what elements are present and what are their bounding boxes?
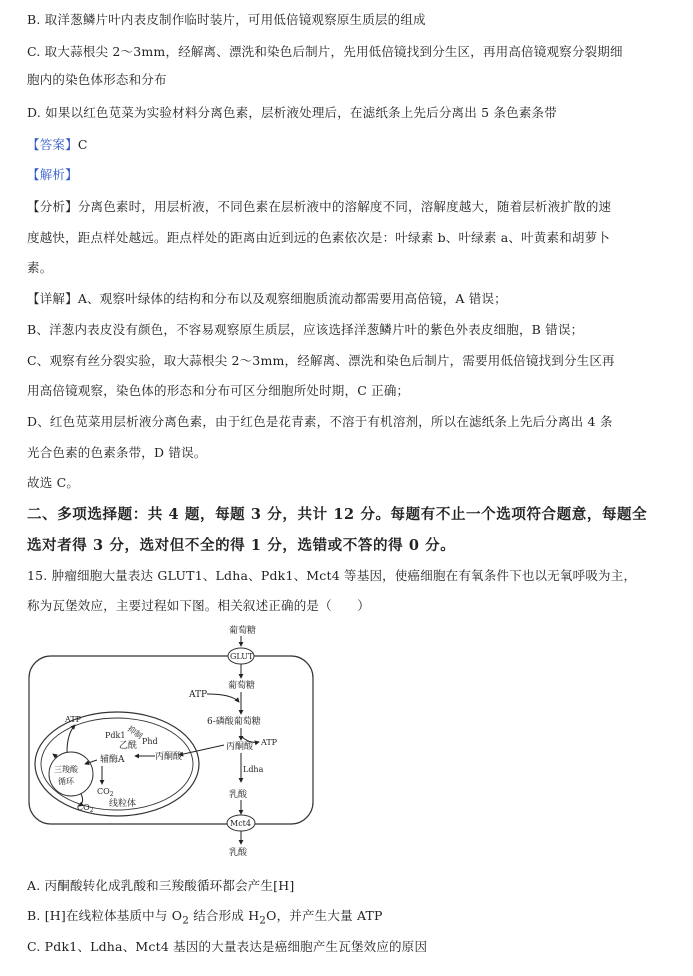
pyruvate-mito-label: 丙酮酸 bbox=[155, 752, 183, 762]
pdh-label: Phd bbox=[142, 737, 158, 746]
answer-line bbox=[27, 135, 88, 153]
glut-label: GLUT bbox=[230, 652, 254, 661]
pyruvate-label: 丙酮酸 bbox=[226, 742, 254, 752]
answer-value: C bbox=[77, 137, 88, 152]
xiangjie-line-c2: 用高倍镜观察，染色体的形态和分布可区分细胞所处时期，C 正确； bbox=[27, 383, 410, 398]
analysis-label: 【解析】 bbox=[27, 167, 78, 182]
mitochondrion-label: 线粒体 bbox=[109, 799, 137, 809]
tca-label-2: 循环 bbox=[58, 777, 74, 786]
analysis-heading bbox=[27, 165, 78, 183]
option-c-15: C. Pdk1、Ldha、Mct4 基因的大量表达是癌细胞产生瓦堡效应的原因 bbox=[27, 939, 428, 954]
option-b-15-sub1: 2 bbox=[182, 914, 190, 927]
option-c-line-2: 胞内的染色体形态和分布 bbox=[27, 72, 167, 87]
lactate-out-label: 乳酸 bbox=[229, 848, 248, 858]
warburg-diagram bbox=[27, 622, 317, 860]
option-d-line: D. 如果以红色苋菜为实验材料分离色素，层析液处理后，在滤纸条上先后分离出 5 条色素条带 bbox=[27, 105, 557, 120]
fenxi-text-1: 分离色素时，用层析液，不同色素在层析液中的溶解度不同，溶解度越大，随着层析液扩散的速 bbox=[77, 199, 612, 214]
answer-label: 【答案】 bbox=[27, 137, 78, 152]
inhibit-label: 抑制 bbox=[125, 724, 145, 741]
acetyl-label: 乙酰 bbox=[119, 741, 138, 751]
xiangjie-line-b: B、洋葱内表皮没有颜色，不容易观察原生质层，应该选择洋葱鳞片叶的紫色外表皮细胞，B 错误； bbox=[27, 322, 584, 337]
co2-label-b: $CO_2$ bbox=[97, 787, 114, 798]
fenxi-line-1 bbox=[27, 197, 611, 215]
glucose-top-label: 葡萄糖 bbox=[229, 626, 257, 636]
option-a-15: A. 丙酮酸转化成乳酸和三羧酸循环都会产生[H] bbox=[27, 878, 295, 893]
fenxi-label: 【分析】 bbox=[27, 199, 78, 214]
question-15-line-1: 15. 肿瘤细胞大量表达 GLUT1、Ldha、Pdk1、Mct4 等基因，使癌细胞在有氧条件下也以无氧呼吸为主， bbox=[27, 568, 637, 583]
option-b-15-post: O，并产生大量 ATP bbox=[266, 908, 383, 923]
xiangjie-label: 【详解】 bbox=[27, 291, 78, 306]
glucose-inner-label: 葡萄糖 bbox=[228, 681, 256, 691]
co2-label-a: $CO_2$ bbox=[77, 803, 94, 814]
ldha-label: Ldha bbox=[243, 765, 264, 774]
g6p-label: 6-磷酸葡萄糖 bbox=[207, 717, 261, 727]
atp-mito-label: ATP bbox=[65, 715, 82, 724]
xiangjie-text-a: A、观察叶绿体的结构和分布以及观察细胞质流动都需要用高倍镜，A 错误； bbox=[77, 291, 507, 306]
option-b-15-mid: 结合形成 H bbox=[189, 908, 260, 923]
lactate-label: 乳酸 bbox=[229, 790, 248, 800]
fenxi-line-3: 素。 bbox=[27, 260, 53, 275]
option-b-line: B. 取洋葱鳞片叶内表皮制作临时装片，可用低倍镜观察原生质层的组成 bbox=[27, 12, 426, 27]
xiangjie-line-d1: D、红色苋菜用层析液分离色素，由于红色是花青素，不溶于有机溶剂，所以在滤纸条上先后分离出 4 条 bbox=[27, 414, 613, 429]
xiangjie-line-c1: C、观察有丝分裂实验，取大蒜根尖 2～3mm，经解离、漂洗和染色后制片，需要用低倍镜找到分生区再 bbox=[27, 353, 615, 368]
mct4-label: Mct4 bbox=[230, 819, 251, 828]
atp-label-2: ATP bbox=[261, 738, 278, 747]
choose-line: 故选 C。 bbox=[27, 475, 80, 490]
xiangjie-line-a bbox=[27, 289, 507, 307]
tca-cycle-circle bbox=[49, 752, 93, 796]
option-b-15-sub2: 2 bbox=[259, 914, 267, 927]
section-heading-1: 二、多项选择题：共 4 题，每题 3 分，共计 12 分。每题有不止一个选项符合题意，每题全 bbox=[27, 506, 648, 523]
pdk1-label: Pdk1 bbox=[105, 731, 126, 740]
option-c-line-1: C. 取大蒜根尖 2～3mm，经解离、漂洗和染色后制片，先用低倍镜找到分生区，再用高倍镜观察分裂期细 bbox=[27, 44, 623, 59]
option-b-15 bbox=[27, 906, 383, 927]
xiangjie-line-d2: 光合色素的色素条带，D 错误。 bbox=[27, 445, 207, 460]
section-heading-2: 选对者得 3 分，选对但不全的得 1 分，选错或不答的得 0 分。 bbox=[27, 537, 456, 554]
tca-label-1: 三羧酸 bbox=[54, 765, 78, 774]
coa-label: 辅酶A bbox=[100, 755, 125, 765]
fenxi-line-2: 度越快，距点样处越远。距点样处的距离由近到远的色素依次是：叶绿素 b、叶绿素 a、叶黄素和胡萝卜 bbox=[27, 230, 611, 245]
option-b-15-pre: B. [H]在线粒体基质中与 O bbox=[27, 908, 183, 923]
question-15-line-2: 称为瓦堡效应，主要过程如下图。相关叙述正确的是（ ） bbox=[27, 598, 370, 613]
atp-label-1: ATP bbox=[189, 690, 208, 700]
